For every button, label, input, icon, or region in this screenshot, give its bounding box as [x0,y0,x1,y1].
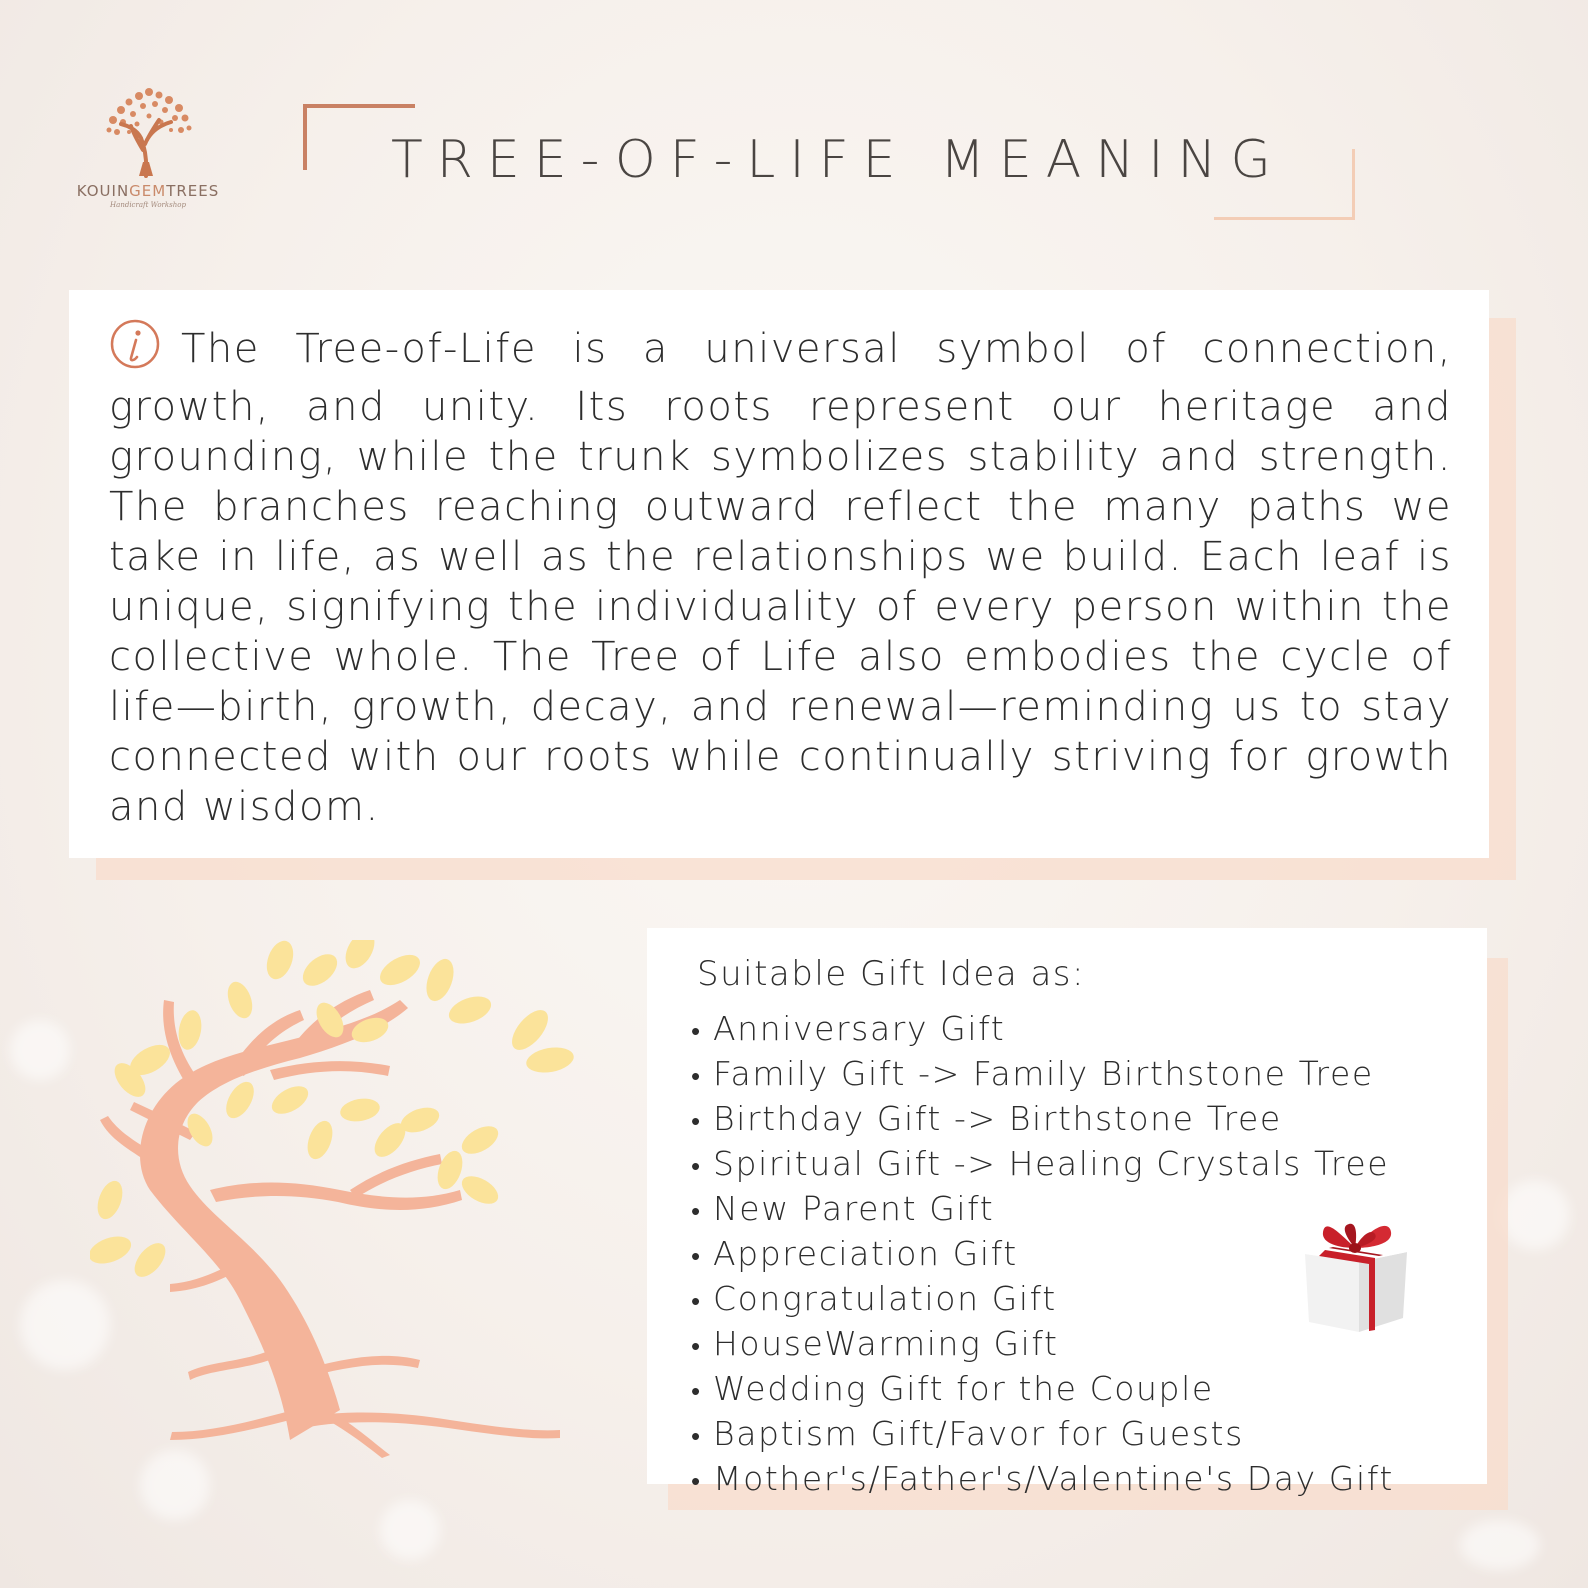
info-icon [109,318,161,382]
gift-heading: Suitable Gift Idea as: [697,954,1085,994]
brand-tagline: Handicraft Workshop [110,201,186,209]
gift-list-item: • Family Gift -> Family Birthstone Tree [697,1053,1487,1098]
gift-list-item: • Appreciation Gift [697,1233,1487,1278]
gift-list-item: • Wedding Gift for the Couple [697,1368,1487,1413]
brand-logo[interactable] [60,80,236,220]
gift-ideas-card [647,928,1487,1498]
tree-logo-icon [93,80,203,180]
description-paragraph [109,318,1452,832]
gift-list-item: • HouseWarming Gift [697,1323,1487,1368]
gift-list-item: • Birthday Gift -> Birthstone Tree [697,1098,1487,1143]
description-card [69,290,1489,858]
gift-list-item: • Mother's/Father's/Valentine's Day Gift [697,1458,1487,1503]
page-title: TREE-OF-LIFE MEANING [391,130,1285,190]
gift-list-item: • Spiritual Gift -> Healing Crystals Tree [697,1143,1487,1188]
brand-name: KOUINGEMTREES [76,182,220,200]
title-frame [303,104,1355,220]
gift-box-icon [1295,1218,1415,1336]
gift-list-item: • Congratulation Gift [697,1278,1487,1323]
description-text: The Tree-of-Life is a universal symbol of connection, growth, and unity. Its roots represent our heritage and grounding, while the trunk symbolizes stability and strength. The branches reaching outward reflect the many paths we take in life, as well as the relationships we build. Each leaf is unique, signifying the individuality of every person within the collective whole. The Tree of Life also embodies the cycle of life—birth, growth, decay, and renewal—reminding us to stay connected with our roots while continually striving for growth and wisdom. [109,326,1452,830]
tree-illustration-icon [90,940,590,1460]
gift-list-item: • New Parent Gift [697,1188,1487,1233]
gift-list-item: • Anniversary Gift [697,1008,1487,1053]
gift-list-item: • Baptism Gift/Favor for Guests [697,1413,1487,1458]
